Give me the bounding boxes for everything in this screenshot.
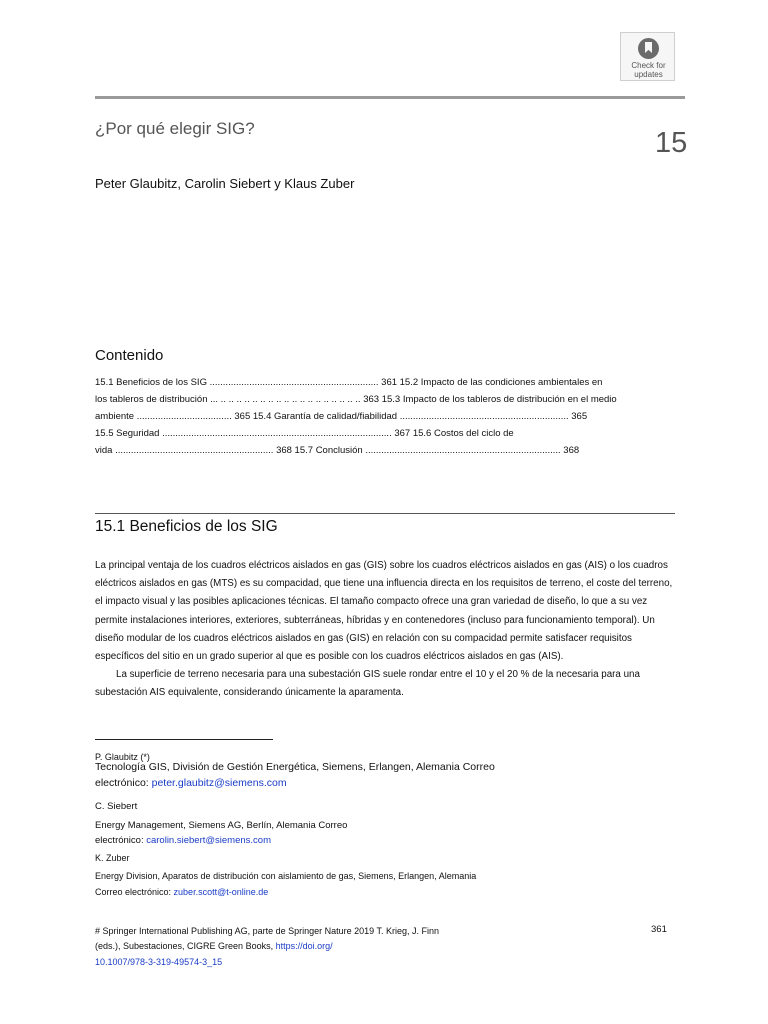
footnote-zuber-name: K. Zuber xyxy=(95,853,130,863)
authors: Peter Glaubitz, Carolin Siebert y Klaus Zuber xyxy=(95,176,355,191)
footnote-zuber-email-line xyxy=(95,887,268,897)
email-link[interactable]: carolin.siebert@siemens.com xyxy=(146,835,271,846)
email-link[interactable]: zuber.scott@t-online.de xyxy=(173,887,269,897)
section-heading: 15.1 Beneficios de los SIG xyxy=(95,518,278,535)
footnote-siebert-email-line xyxy=(95,835,271,846)
body-paragraph: La principal ventaja de los cuadros eléctricos aislados en gas (GIS) sobre los cuadros eléctricos aislados en gas (AIS) o los cuadros eléctricos aislados en gas (MTS) es su compacidad, que tiene una influencia directa en los requisitos de terreno, el coste del terreno, el impacto visual y las posibles aplicaciones técnicas. El tamaño compacto ofrece una gran variedad de diseño, lo que a su vez permite instalaciones interiores, exteriores, subterráneas, híbridas y en contenedores (incluso para funcionamiento temporal). Un diseño modular de los cuadros eléctricos aislados en gas (GIS) en relación con su compacidad permite satisfacer requisitos específicos del sitio en un grado superior al que es posible con los cuadros eléctricos aislados en gas (AIS). xyxy=(95,560,673,663)
page-number: 361 xyxy=(651,924,667,935)
chapter-number: 15 xyxy=(655,127,688,159)
toc-line[interactable]: 15.5 Seguridad ....................................................................................... 367 15.6 Costos del ciclo de xyxy=(95,428,514,439)
badge-line1: Check for xyxy=(631,61,666,70)
copyright-line1: # Springer International Publishing AG, parte de Springer Nature 2019 T. Krieg, J. Finn xyxy=(95,926,440,936)
toc-line[interactable]: los tableros de distribución ... .. .. .. .. .. .. .. .. .. .. .. .. .. .. .. .. .. .. 363 15.3 Impacto de los tableros de distribución en el medio xyxy=(95,394,617,405)
toc-line[interactable]: ambiente .................................... 365 15.4 Garantía de calidad/fiabilidad ................................................................ 365 xyxy=(95,411,588,422)
footnote-siebert-affiliation: Energy Management, Siemens AG, Berlín, Alemania Correo xyxy=(95,820,348,831)
footnote-glaubitz-affiliation: Tecnología GIS, División de Gestión Energética, Siemens, Erlangen, Alemania Correo xyxy=(95,761,495,773)
bookmark-icon xyxy=(638,38,659,59)
footnote-glaubitz-email-line xyxy=(95,777,287,789)
body-paragraph: La superficie de terreno necesaria para una subestación GIS suele rondar entre el 10 y el 20 % de la necesaria para una subestación AIS equivalente, considerando únicamente la aparamenta. xyxy=(95,669,640,699)
copyright-line2 xyxy=(95,941,333,951)
footnote-siebert-name: C. Siebert xyxy=(95,801,138,812)
email-label: electrónico: xyxy=(95,835,147,846)
badge-line2: updates xyxy=(634,70,663,79)
email-label: Correo electrónico: xyxy=(95,887,174,897)
contents-heading: Contenido xyxy=(95,347,164,364)
toc-line[interactable]: vida ............................................................ 368 15.7 Conclusión .......................................................................... 368 xyxy=(95,445,580,456)
chapter-title: ¿Por qué elegir SIG? xyxy=(95,119,255,138)
section-rule xyxy=(95,513,675,514)
email-label: electrónico: xyxy=(95,777,152,789)
doi-link-end[interactable]: 10.1007/978-3-319-49574-3_15 xyxy=(95,957,223,967)
table-of-contents xyxy=(95,374,675,459)
doi-link-start[interactable]: https://doi.org/ xyxy=(275,941,333,951)
footnote-rule xyxy=(95,739,273,740)
chapter-top-rule xyxy=(95,96,685,99)
footnote-glaubitz-name: P. Glaubitz (*) xyxy=(95,752,150,762)
citation-text: (eds.), Subestaciones, CIGRE Green Books, xyxy=(95,941,276,951)
email-link[interactable]: peter.glaubitz@siemens.com xyxy=(151,777,287,789)
check-for-updates-badge[interactable] xyxy=(620,32,675,81)
section-body xyxy=(95,557,675,703)
toc-line[interactable]: 15.1 Beneficios de los SIG ................................................................ 361 15.2 Impacto de las condiciones ambientales en xyxy=(95,377,603,388)
footnote-zuber-affiliation: Energy Division, Aparatos de distribución con aislamiento de gas, Siemens, Erlangen, Alemania xyxy=(95,871,477,881)
